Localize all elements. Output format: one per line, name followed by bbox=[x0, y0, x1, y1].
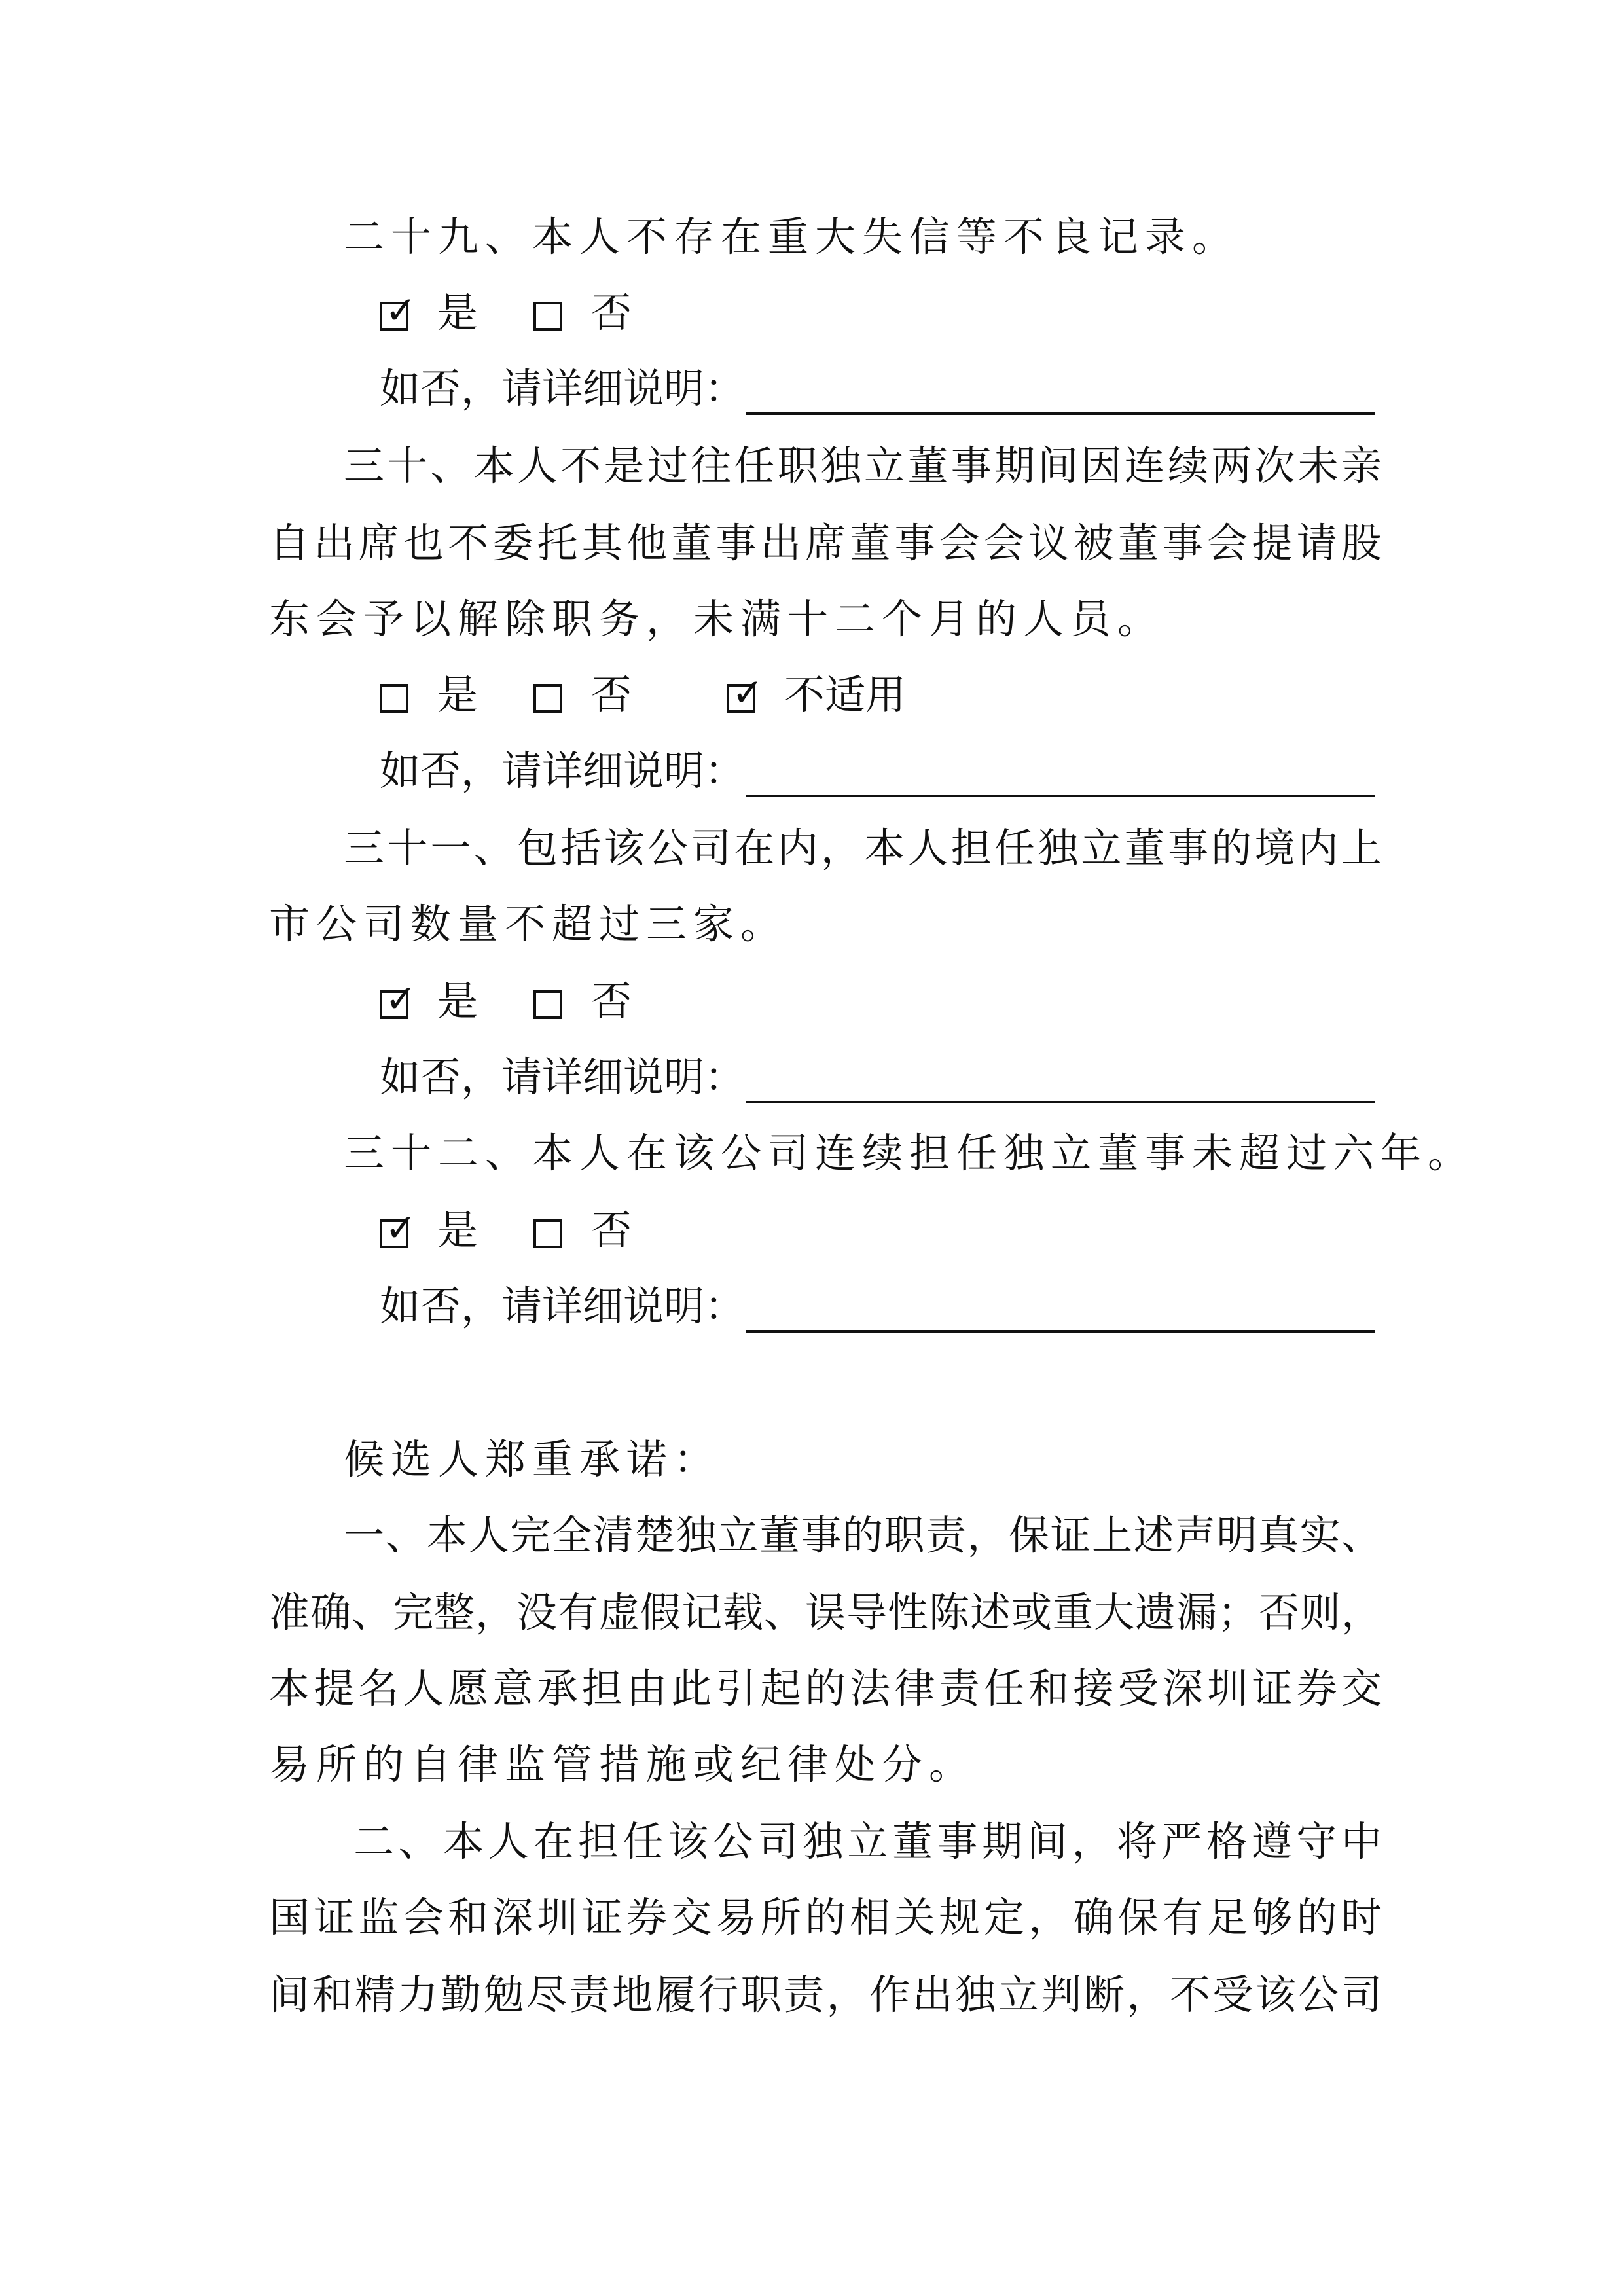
checkmark-icon: ✓ bbox=[385, 288, 417, 332]
option-30-no[interactable]: 否 bbox=[533, 669, 632, 721]
checkmark-icon: ✓ bbox=[732, 670, 764, 715]
explain-label: 如否，请详细说明： bbox=[380, 1053, 746, 1101]
explain-label: 如否，请详细说明： bbox=[380, 747, 746, 795]
option-29-no[interactable]: 否 bbox=[533, 287, 632, 339]
explain-label: 如否，请详细说明： bbox=[380, 365, 746, 412]
option-29-yes[interactable]: ✓ 是 bbox=[380, 287, 478, 339]
commitment-1-line-1: 一、本人完全清楚独立董事的职责，保证上述声明真实、 bbox=[344, 1511, 1382, 1559]
statement-31-line-2: 市公司数量不超过三家。 bbox=[269, 900, 788, 948]
checkbox-checked[interactable] bbox=[380, 977, 417, 1021]
checkbox-unchecked[interactable] bbox=[533, 302, 562, 331]
explain-blank-line[interactable] bbox=[746, 1101, 1375, 1103]
option-32-yes[interactable]: ✓ 是 bbox=[380, 1204, 478, 1257]
commitment-2-line-2: 国证监会和深圳证券交易所的相关规定，确保有足够的时 bbox=[269, 1893, 1382, 1941]
explain-30 bbox=[380, 745, 745, 797]
checkbox-checked[interactable] bbox=[727, 670, 764, 715]
explain-blank-line[interactable] bbox=[746, 795, 1375, 797]
explain-label: 如否，请详细说明： bbox=[380, 1282, 746, 1330]
statement-31-line-1: 三十一、包括该公司在内，本人担任独立董事的境内上 bbox=[344, 824, 1382, 872]
commitment-1-line-4: 易所的自律监管措施或纪律处分。 bbox=[269, 1740, 977, 1788]
commitment-1-line-2: 准确、完整，没有虚假记载、误导性陈述或重大遗漏；否则， bbox=[269, 1588, 1382, 1636]
option-32-no[interactable]: 否 bbox=[533, 1204, 632, 1257]
statement-32-line-1: 三十二、本人在该公司连续担任独立董事未超过六年。 bbox=[344, 1129, 1475, 1177]
explain-31 bbox=[380, 1051, 745, 1103]
checkbox-unchecked[interactable] bbox=[533, 1219, 562, 1248]
statement-30-line-3: 东会予以解除职务，未满十二个月的人员。 bbox=[269, 595, 1165, 643]
explain-29 bbox=[380, 363, 745, 415]
checkbox-unchecked[interactable] bbox=[380, 684, 408, 713]
option-30-not-applicable[interactable]: ✓ 不适用 bbox=[727, 669, 906, 721]
statement-29-line-1: 二十九、本人不存在重大失信等不良记录。 bbox=[344, 213, 1240, 260]
checkbox-checked[interactable] bbox=[380, 288, 417, 332]
option-31-no[interactable]: 否 bbox=[533, 975, 632, 1028]
option-30-yes[interactable]: 是 bbox=[380, 669, 478, 721]
explain-32 bbox=[380, 1280, 745, 1333]
checkmark-icon: ✓ bbox=[385, 1206, 417, 1250]
explain-blank-line[interactable] bbox=[746, 1330, 1375, 1333]
checkbox-checked[interactable] bbox=[380, 1206, 417, 1250]
statement-30-line-2: 自出席也不委托其他董事出席董事会会议被董事会提请股 bbox=[269, 519, 1382, 567]
checkbox-unchecked[interactable] bbox=[533, 684, 562, 713]
commitment-2-line-1: 二、本人在担任该公司独立董事期间，将严格遵守中 bbox=[353, 1818, 1382, 1865]
commitment-1-line-3: 本提名人愿意承担由此引起的法律责任和接受深圳证券交 bbox=[269, 1664, 1382, 1712]
explain-blank-line[interactable] bbox=[746, 412, 1375, 415]
statement-30-line-1: 三十、本人不是过往任职独立董事期间因连续两次未亲 bbox=[344, 442, 1382, 490]
option-31-yes[interactable]: ✓ 是 bbox=[380, 975, 478, 1028]
checkbox-unchecked[interactable] bbox=[533, 990, 562, 1019]
checkmark-icon: ✓ bbox=[385, 977, 417, 1021]
commitment-2-line-3: 间和精力勤勉尽责地履行职责，作出独立判断，不受该公司 bbox=[269, 1971, 1382, 2018]
commitment-heading: 候选人郑重承诺： bbox=[344, 1435, 721, 1483]
